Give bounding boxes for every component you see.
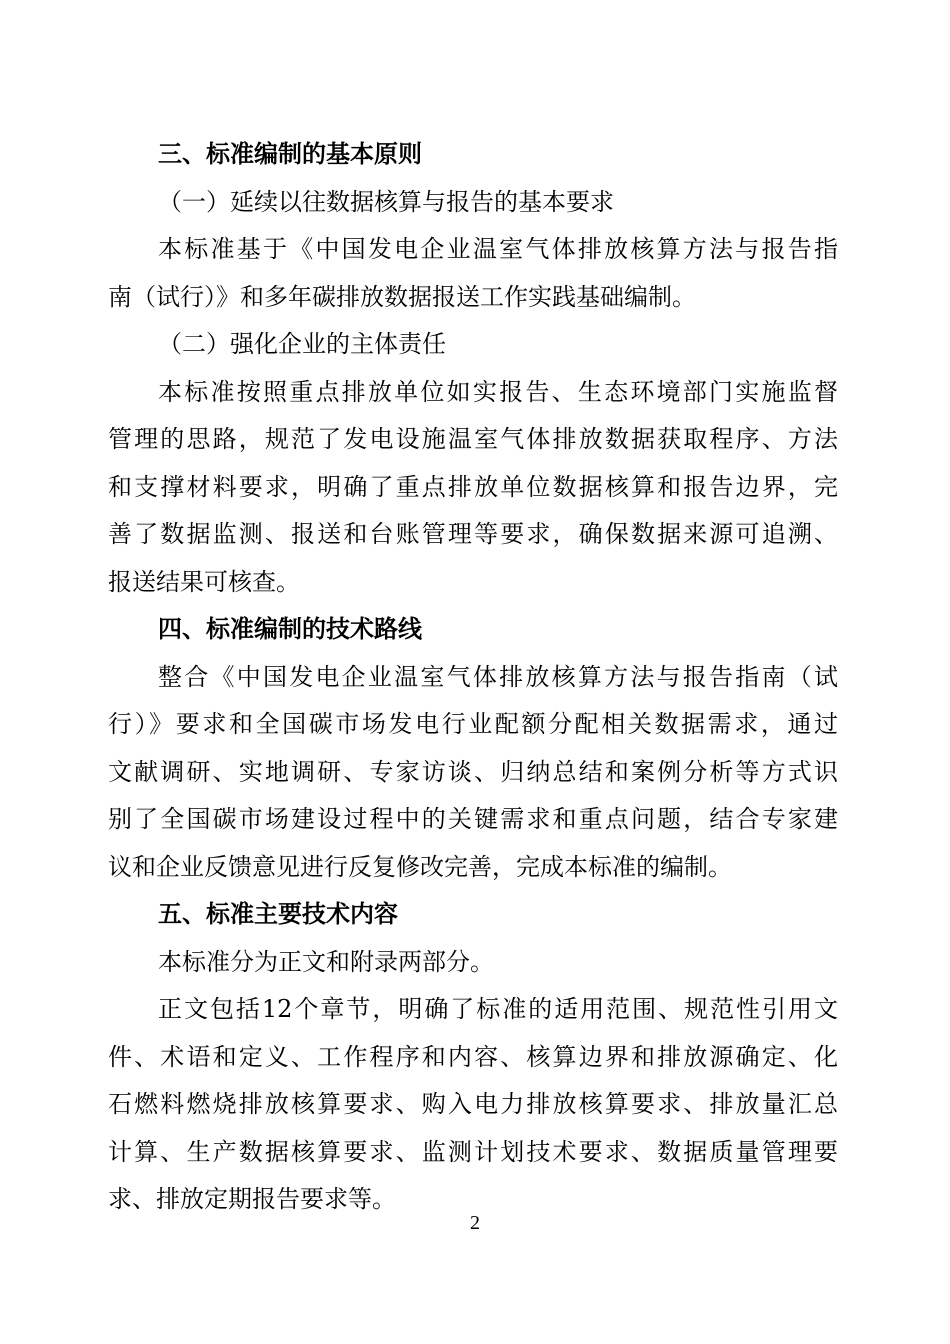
paragraph-line: 文献调研、实地调研、专家访谈、归纳总结和案例分析等方式识: [108, 757, 838, 786]
paragraph-line: 整合《中国发电企业温室气体排放核算方法与报告指南（试: [158, 662, 838, 691]
section-heading-five: 五、标准主要技术内容: [158, 900, 398, 928]
section-heading-four: 四、标准编制的技术路线: [158, 615, 422, 643]
paragraph-line: 南（试行）》和多年碳排放数据报送工作实践基础编制。: [108, 282, 696, 311]
paragraph-line: 行）》要求和全国碳市场发电行业配额分配相关数据需求，通过: [108, 710, 838, 738]
paragraph-line: 管理的思路，规范了发电设施温室气体排放数据获取程序、方法: [108, 425, 838, 453]
paragraph-line: 和支撑材料要求，明确了重点排放单位数据核算和报告边界，完: [108, 472, 838, 501]
paragraph-line: 报送结果可核查。: [108, 567, 300, 596]
paragraph-line: 正文包括12个章节，明确了标准的适用范围、规范性引用文: [158, 995, 838, 1023]
subsection-title-2: （二）强化企业的主体责任: [158, 330, 446, 358]
paragraph-line: 本标准按照重点排放单位如实报告、生态环境部门实施监督: [158, 377, 838, 406]
paragraph-line: 本标准基于《中国发电企业温室气体排放核算方法与报告指: [158, 235, 838, 263]
paragraph-line: 件、术语和定义、工作程序和内容、核算边界和排放源确定、化: [108, 1042, 838, 1071]
section-heading-three: 三、标准编制的基本原则: [158, 140, 422, 168]
document-body: [108, 131, 838, 1224]
paragraph-line: 议和企业反馈意见进行反复修改完善，完成本标准的编制。: [108, 852, 732, 881]
paragraph-line: 计算、生产数据核算要求、监测计划技术要求、数据质量管理要: [108, 1137, 838, 1166]
page-number: 2: [470, 1212, 480, 1234]
paragraph-line: 求、排放定期报告要求等。: [108, 1185, 396, 1213]
paragraph-line: 石燃料燃烧排放核算要求、购入电力排放核算要求、排放量汇总: [108, 1090, 838, 1118]
paragraph-line: 别了全国碳市场建设过程中的关键需求和重点问题，结合专家建: [108, 805, 838, 833]
subsection-title-1: （一）延续以往数据核算与报告的基本要求: [158, 187, 614, 216]
paragraph-line: 本标准分为正文和附录两部分。: [158, 947, 494, 976]
paragraph-line: 善了数据监测、报送和台账管理等要求，确保数据来源可追溯、: [108, 520, 838, 548]
